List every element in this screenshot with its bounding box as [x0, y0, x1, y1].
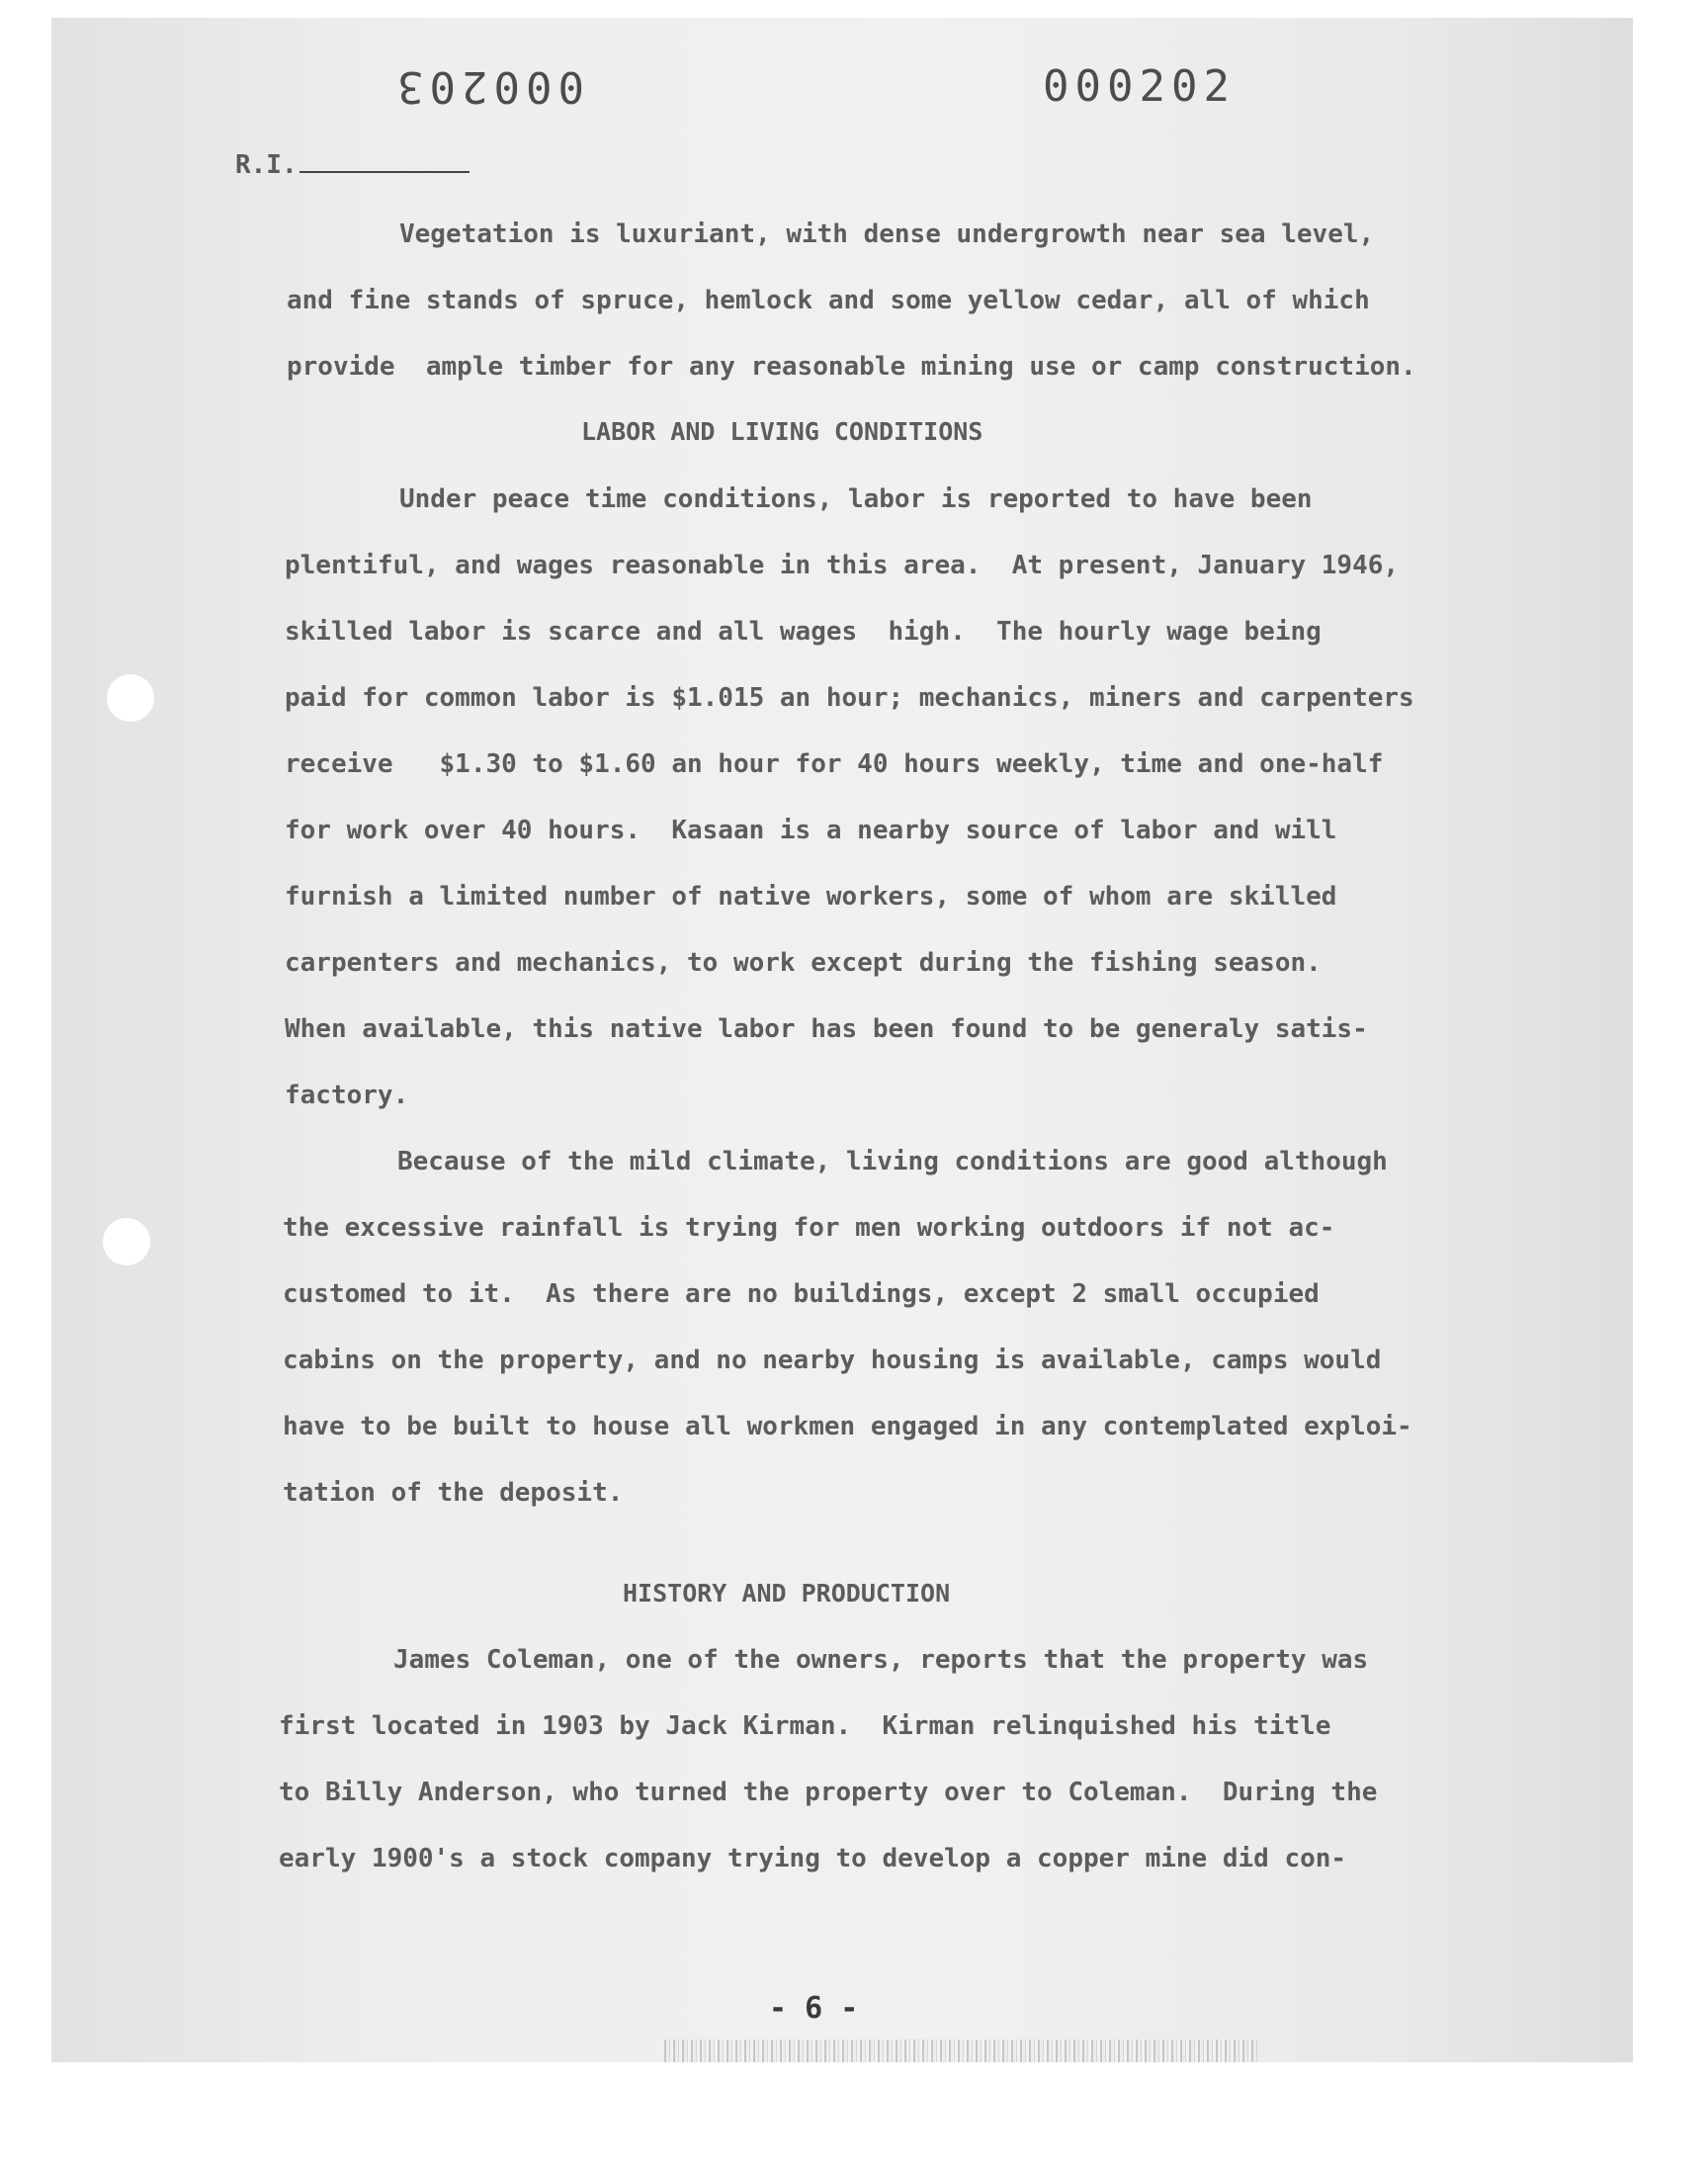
punch-hole — [103, 1218, 150, 1265]
section-heading-labor: LABOR AND LIVING CONDITIONS — [581, 417, 983, 446]
document-number-upside-down: 000203 — [391, 61, 584, 112]
text-line: cabins on the property, and no nearby housing is available, camps would — [283, 1346, 1382, 1375]
text-line: provide ample timber for any reasonable mining use or camp construction. — [287, 352, 1416, 382]
text-line: tation of the deposit. — [283, 1478, 624, 1508]
text-line: plentiful, and wages reasonable in this area. At present, January 1946, — [285, 551, 1400, 580]
text-line: factory. — [285, 1081, 409, 1110]
text-line: customed to it. As there are no buildings, except 2 small occupied — [283, 1279, 1320, 1309]
text-line: receive $1.30 to $1.60 an hour for 40 hours weekly, time and one-half — [285, 749, 1384, 779]
text-line: paid for common labor is $1.015 an hour; mechanics, miners and carpenters — [285, 683, 1414, 713]
document-number: 000202 — [1043, 61, 1236, 112]
text-line: early 1900's a stock company trying to develop a copper mine did con- — [279, 1844, 1347, 1873]
text-line: furnish a limited number of native workers, some of whom are skilled — [285, 882, 1337, 912]
text-line: Under peace time conditions, labor is reported to have been — [399, 484, 1313, 514]
text-line: Vegetation is luxuriant, with dense undergrowth near sea level, — [399, 219, 1375, 249]
ri-label: R.I. — [235, 150, 298, 180]
text-line: James Coleman, one of the owners, reports that the property was — [393, 1645, 1369, 1675]
text-line: skilled labor is scarce and all wages high. The hourly wage being — [285, 617, 1322, 647]
text-line: have to be built to house all workmen engaged in any contemplated exploi- — [283, 1412, 1412, 1441]
report-identifier — [235, 150, 470, 180]
section-heading-history: HISTORY AND PRODUCTION — [623, 1579, 951, 1608]
text-line: and fine stands of spruce, hemlock and some yellow cedar, all of which — [287, 286, 1370, 315]
text-line: for work over 40 hours. Kasaan is a nearby source of labor and will — [285, 816, 1337, 845]
text-line: the excessive rainfall is trying for men working outdoors if not ac- — [283, 1213, 1335, 1243]
punch-hole — [107, 674, 154, 722]
text-line: first located in 1903 by Jack Kirman. Kirman relinquished his title — [279, 1711, 1331, 1741]
text-line: carpenters and mechanics, to work except during the fishing season. — [285, 948, 1322, 978]
ri-blank-line — [299, 170, 470, 173]
text-line: Because of the mild climate, living conditions are good although — [397, 1147, 1388, 1176]
text-line: to Billy Anderson, who turned the property over to Coleman. During the — [279, 1778, 1378, 1807]
scan-artifact — [664, 2040, 1257, 2062]
text-line: When available, this native labor has been found to be generaly satis- — [285, 1014, 1368, 1044]
page-number: - 6 - — [769, 1991, 859, 2026]
